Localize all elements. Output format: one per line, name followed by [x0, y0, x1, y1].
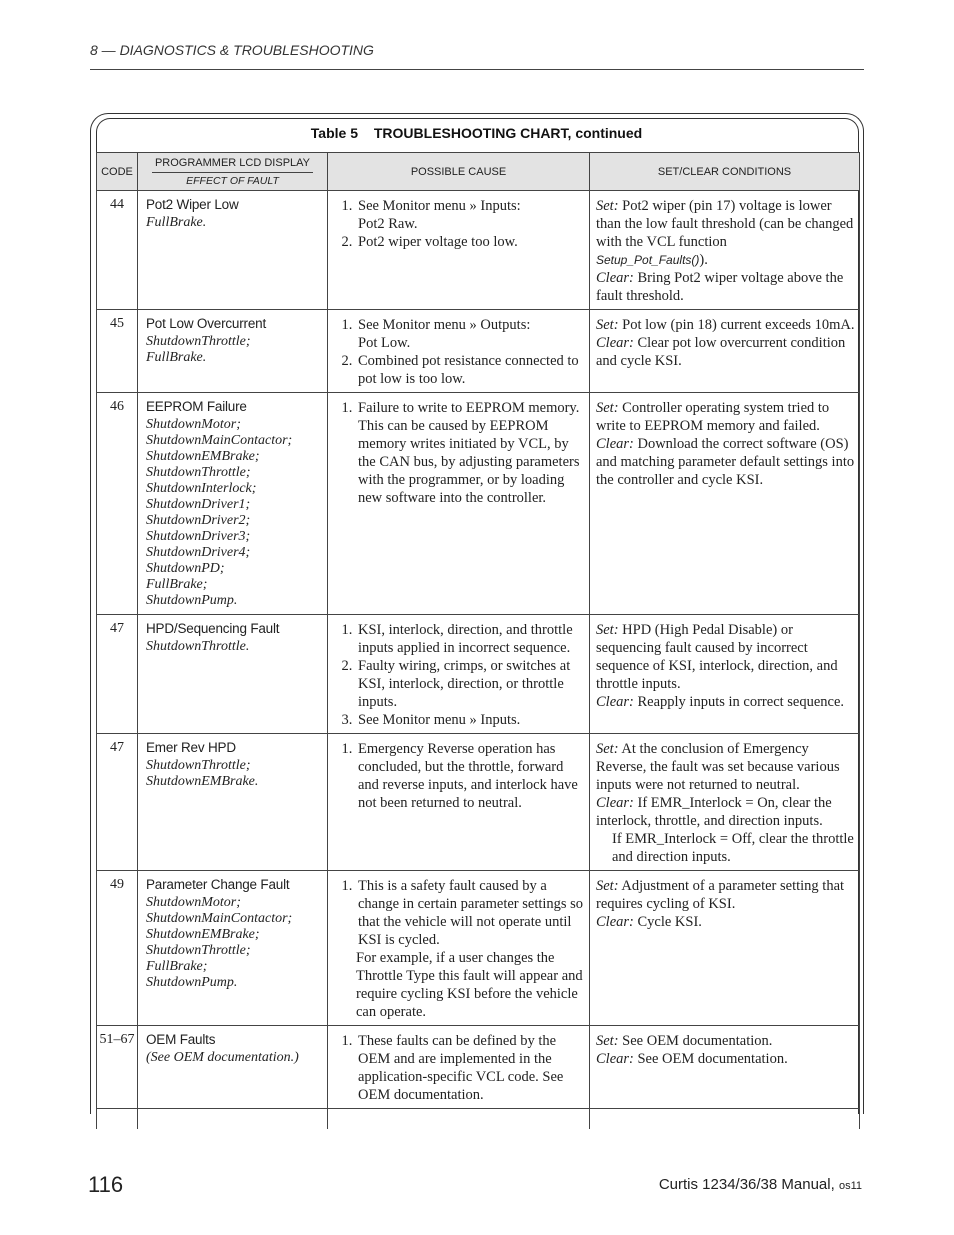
- clear-condition: Clear: See OEM documentation.: [596, 1051, 788, 1067]
- table-row: [97, 310, 860, 393]
- cause-continuation: For example, if a user changes the Throttle Type this fault will appear and require cycling KSI before the vehicle can operate.: [356, 950, 583, 1020]
- table-number: Table 5: [310, 125, 358, 141]
- fault-name: Pot Low Overcurrent: [146, 316, 267, 331]
- vcl-function: Setup_Pot_Faults(): [596, 253, 700, 267]
- clear-condition: Clear: Clear pot low overcurrent condition and cycle KSI.: [596, 335, 846, 369]
- col-header-display-bottom: EFFECT OF FAULT: [186, 174, 279, 187]
- setclear-cell: [590, 615, 860, 734]
- fault-name: HPD/Sequencing Fault: [146, 621, 280, 636]
- display-cell: [138, 310, 328, 393]
- set-condition: Set: Pot2 wiper (pin 17) voltage is lower than the low fault threshold (can be changed with the VCL function Setup_Pot_Faults()).: [596, 198, 854, 268]
- fault-code: 47: [97, 615, 138, 734]
- display-cell: [138, 871, 328, 1026]
- fault-code: 44: [97, 191, 138, 310]
- running-header: 8 — DIAGNOSTICS & TROUBLESHOOTING: [90, 42, 374, 58]
- table-title-text: TROUBLESHOOTING CHART, continued: [373, 125, 643, 141]
- fault-name: Emer Rev HPD: [146, 740, 236, 755]
- setclear-cell: [590, 310, 860, 393]
- fault-effect: (See OEM documentation.): [146, 1050, 299, 1065]
- set-condition: Set: Controller operating system tried to write to EEPROM memory and failed.: [596, 400, 830, 434]
- fault-code: 46: [97, 393, 138, 615]
- fault-effect: ShutdownThrottle; ShutdownEMBrake.: [146, 758, 259, 789]
- setclear-cell: [590, 393, 860, 615]
- fault-name: Parameter Change Fault: [146, 877, 290, 892]
- cause-cell: [328, 191, 590, 310]
- cause-item: 2. Pot2 wiper voltage too low.: [356, 233, 585, 251]
- set-condition: Set: At the conclusion of Emergency Reverse, the fault was set because various inputs were not returned to neutral.: [596, 741, 840, 793]
- clear-condition: Clear: Bring Pot2 wiper voltage above the fault threshold.: [596, 270, 844, 304]
- col-header-cause: POSSIBLE CAUSE: [328, 153, 590, 191]
- col-header-code: CODE: [97, 153, 138, 191]
- clear-condition: Clear: Download the correct software (OS) and matching parameter default settings into the controller and cycle KSI.: [596, 436, 855, 488]
- setclear-cell: [590, 734, 860, 871]
- table-row: [97, 1026, 860, 1109]
- cause-item: 1. See Monitor menu » Inputs: Pot2 Raw.: [356, 197, 585, 233]
- cause-item: 2. Combined pot resistance connected to pot low is too low.: [356, 352, 585, 388]
- col-header-setclear: SET/CLEAR CONDITIONS: [590, 153, 860, 191]
- fault-name: EEPROM Failure: [146, 399, 247, 414]
- table-row: [97, 191, 860, 310]
- cause-item: 1. Failure to write to EEPROM memory. This can be caused by EEPROM memory writes initiated by VCL, by the CAN bus, by adjusting parameters with the programmer, or by loading new software into the controller.: [356, 399, 585, 507]
- fault-effect: ShutdownMotor; ShutdownMainContactor; ShutdownEMBrake; ShutdownThrottle; FullBrake; ShutdownPump.: [146, 895, 293, 990]
- table-row: [97, 871, 860, 1026]
- display-cell: [138, 393, 328, 615]
- cause-cell: [328, 871, 590, 1026]
- cause-cell: [328, 734, 590, 871]
- display-cell: [138, 1026, 328, 1109]
- clear-condition: Clear: Reapply inputs in correct sequence.: [596, 694, 845, 710]
- set-condition: Set: Pot low (pin 18) current exceeds 10mA.: [596, 317, 855, 333]
- fault-code: 51–67: [97, 1026, 138, 1109]
- cause-item: 1. This is a safety fault caused by a change in certain parameter settings so that the vehicle will not operate until KSI is cycled.: [356, 877, 585, 949]
- fault-effect: ShutdownThrottle; FullBrake.: [146, 334, 251, 365]
- fault-effect: ShutdownMotor; ShutdownMainContactor; ShutdownEMBrake; ShutdownThrottle; ShutdownInterlock; ShutdownDriver1; ShutdownDriver2; ShutdownDriver3; ShutdownDriver4; ShutdownPD; FullBrake; ShutdownPump.: [146, 417, 293, 608]
- fault-effect: FullBrake.: [146, 215, 207, 230]
- table-body: [97, 191, 860, 1129]
- table-row: [97, 393, 860, 615]
- setclear-cell: [590, 1026, 860, 1109]
- fault-code: 47: [97, 734, 138, 871]
- fault-code: 49: [97, 871, 138, 1026]
- table-row: [97, 615, 860, 734]
- table-title: [96, 125, 857, 141]
- clear-condition: Clear: If EMR_Interlock = On, clear the interlock, throttle, and direction inputs.: [596, 795, 832, 829]
- fault-code: 45: [97, 310, 138, 393]
- cause-item: 1. Emergency Reverse operation has concluded, but the throttle, forward and reverse inputs, and interlock have not been returned to neutral.: [356, 740, 585, 812]
- set-condition: Set: Adjustment of a parameter setting that requires cycling of KSI.: [596, 878, 845, 912]
- fault-name: OEM Faults: [146, 1032, 216, 1047]
- cause-cell: [328, 615, 590, 734]
- cause-cell: [328, 1026, 590, 1109]
- table-row: [97, 734, 860, 871]
- cause-cell: [328, 310, 590, 393]
- display-cell: [138, 191, 328, 310]
- col-header-display: [138, 153, 328, 191]
- fault-name: Pot2 Wiper Low: [146, 197, 239, 212]
- manual-title: Curtis 1234/36/38 Manual, os11: [658, 1176, 862, 1193]
- setclear-cell: [590, 871, 860, 1026]
- fault-effect: ShutdownThrottle.: [146, 639, 250, 654]
- cause-cell: [328, 393, 590, 615]
- display-cell: [138, 615, 328, 734]
- cause-item: 1. KSI, interlock, direction, and throttle inputs applied in incorrect sequence.: [356, 621, 585, 657]
- setclear-cell: [590, 191, 860, 310]
- display-cell: [138, 734, 328, 871]
- cause-item: 3. See Monitor menu » Inputs.: [356, 711, 585, 729]
- cause-item: 2. Faulty wiring, crimps, or switches at KSI, interlock, direction, or throttle inputs.: [356, 657, 585, 711]
- troubleshooting-chart: [96, 152, 860, 1129]
- clear-condition: Clear: Cycle KSI.: [596, 914, 702, 930]
- cause-item: 1. These faults can be defined by the OEM and are implemented in the application-specific VCL code. See OEM documentation.: [356, 1032, 585, 1104]
- cause-item: 1. See Monitor menu » Outputs: Pot Low.: [356, 316, 585, 352]
- page-number: 116: [88, 1172, 124, 1197]
- revision: os11: [838, 1180, 862, 1192]
- clear-condition-alt: If EMR_Interlock = Off, clear the throttle and direction inputs.: [612, 831, 854, 865]
- col-header-display-top: PROGRAMMER LCD DISPLAY: [154, 156, 311, 169]
- table-row-empty: [97, 1109, 860, 1129]
- set-condition: Set: HPD (High Pedal Disable) or sequencing fault caused by incorrect sequence of KSI, interlock, direction, and throttle inputs.: [596, 622, 838, 692]
- table-header-row: [97, 153, 860, 191]
- set-condition: Set: See OEM documentation.: [596, 1033, 773, 1049]
- header-rule: [90, 69, 864, 70]
